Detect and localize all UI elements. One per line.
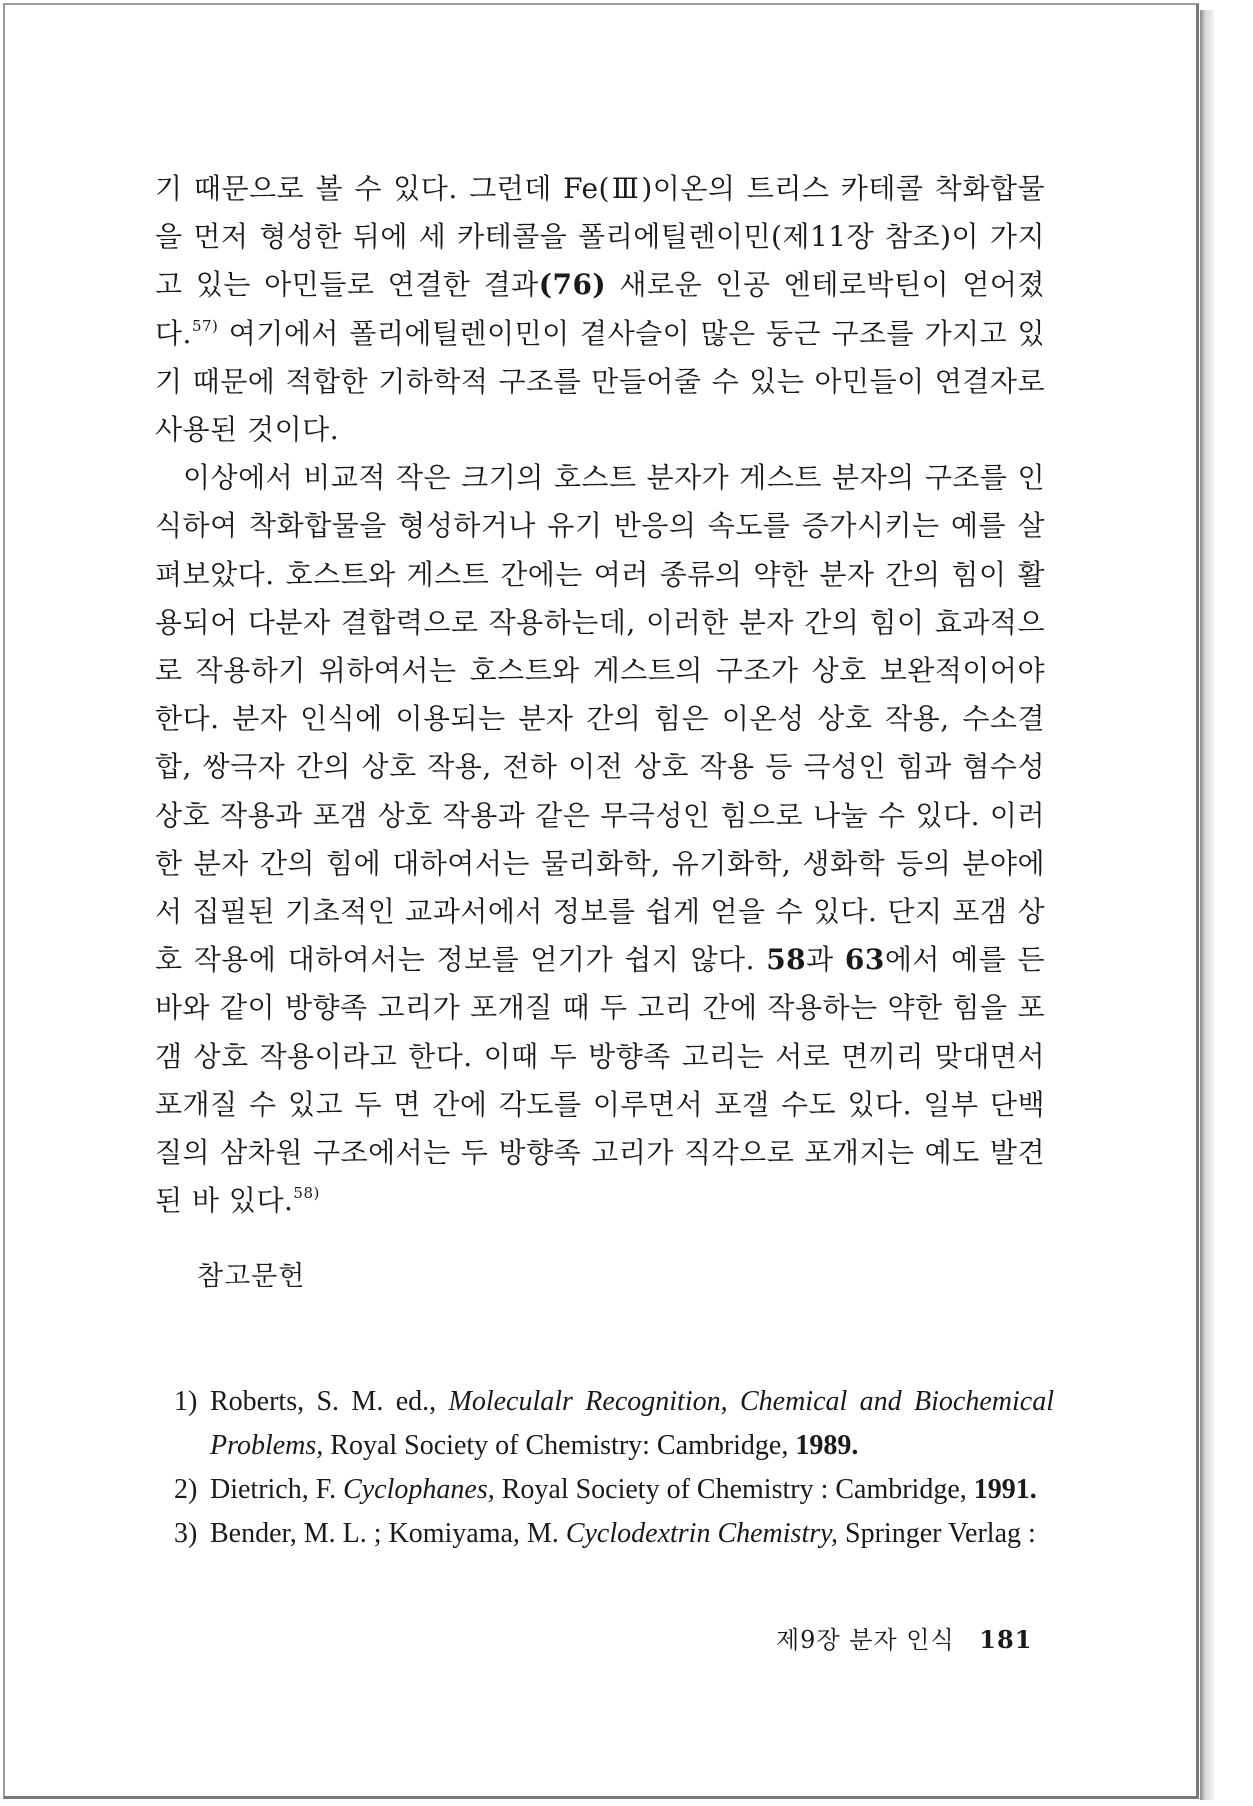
reference-year: 1991.	[973, 1474, 1037, 1505]
page-edge-shadow	[1200, 10, 1214, 1800]
page-number: 181	[979, 1625, 1033, 1654]
reference-title: Moleculalr Recognition, Chemical and Biochemical Problems,	[210, 1386, 1054, 1461]
citation-superscript: 58)	[293, 1184, 320, 1203]
reference-item	[174, 1512, 1054, 1556]
compound-number: (76)	[538, 268, 607, 302]
reference-number: 3)	[174, 1518, 198, 1549]
compound-number: 58	[766, 943, 807, 977]
reference-text: Bender, M. L. ; Komiyama, M. Cyclodextrin Chemistry, Springer Verlag :	[210, 1518, 1036, 1549]
reference-title: Cyclodextrin Chemistry,	[565, 1518, 839, 1549]
reference-list	[174, 1380, 1054, 1556]
reference-item	[174, 1380, 1054, 1468]
reference-title: Cyclophanes,	[343, 1474, 495, 1505]
paragraph: 이상에서 비교적 작은 크기의 호스트 분자가 게스트 분자의 구조를 인식하여 착화합물을 형성하거나 유기 반응의 속도를 증가시키는 예를 살펴보았다. 호스트와 게스트 간에는 여러 종류의 약한 분자 간의 힘이 활용되어 다분자 결합력으로 작용하는데, 이러한 분자 간의 힘이 효과적으로 작용하기 위하여서는 호스트와 게스트의 구조가 상호 보완적이어야 한다. 분자 인식에 이용되는 분자 간의 힘은 이온성 상호 작용, 수소결합, 쌍극자 간의 상호 작용, 전하 이전 상호 작용 등 극성인 힘과 혐수성 상호 작용과 포갬 상호 작용과 같은 무극성인 힘으로 나눌 수 있다. 이러한 분자 간의 힘에 대하여서는 물리화학, 유기화학, 생화학 등의 분야에서 집필된 기초적인 교과서에서 정보를 쉽게 얻을 수 있다. 단지 포갬 상호 작용에 대하여서는 정보를 얻기가 쉽지 않다. 58과 63에서 예를 든 바와 같이 방향족 고리가 포개질 때 두 고리 간에 작용하는 약한 힘을 포갬 상호 작용이라고 한다. 이때 두 방향족 고리는 서로 면끼리 맞대면서 포개질 수 있고 두 면 간에 각도를 이루면서 포갤 수도 있다. 일부 단백질의 삼차원 구조에서는 두 방향족 고리가 직각으로 포개지는 예도 발견된 바 있다.$^{58)}$	[155, 461, 1046, 1218]
compound-number: 63	[844, 943, 885, 977]
reference-number: 2)	[174, 1474, 198, 1505]
chapter-title: 분자 인식	[849, 1626, 955, 1654]
references-heading: 참고문헌	[197, 1261, 306, 1292]
body-text	[155, 165, 1045, 1225]
page-footer	[776, 1620, 1032, 1655]
reference-item	[174, 1468, 1054, 1512]
paragraph: 기 때문으로 볼 수 있다. 그런데 Fe(Ⅲ)이온의 트리스 카테콜 착화합물을 먼저 형성한 뒤에 세 카테콜을 폴리에틸렌이민(제11장 참조)이 가지고 있는 아민들로 연결한 결과(76) 새로운 인공 엔테로박틴이 얻어졌다.$^{57)}$ 여기에서 폴리에틸렌이민이 곁사슬이 많은 둥근 구조를 가지고 있기 때문에 적합한 기하학적 구조를 만들어줄 수 있는 아민들이 연결자로 사용된 것이다.	[155, 172, 1045, 447]
reference-text: Roberts, S. M. ed., Moleculalr Recognition, Chemical and Biochemical Problems, Royal Society of Chemistry: Cambridge, 1989.	[210, 1386, 1054, 1461]
reference-text: Dietrich, F. Cyclophanes, Royal Society of Chemistry : Cambridge, 1991.	[210, 1474, 1037, 1505]
chapter-label: 제9장	[776, 1626, 841, 1654]
reference-year: 1989.	[795, 1430, 859, 1461]
reference-number: 1)	[174, 1386, 198, 1417]
citation-superscript: 57)	[191, 316, 219, 335]
